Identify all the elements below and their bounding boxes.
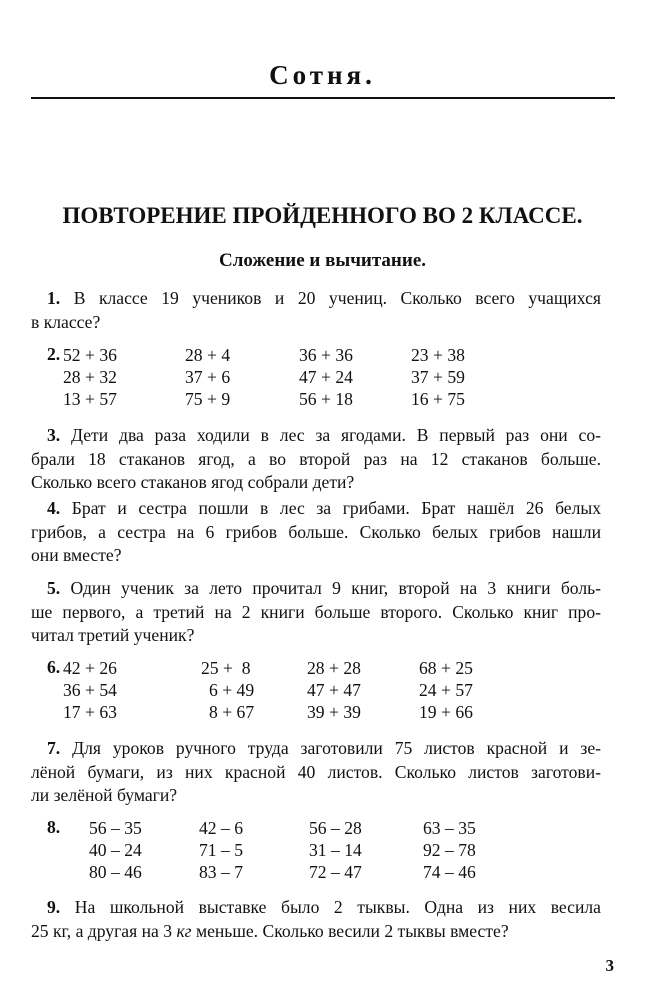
problem-line: брали 18 стаканов ягод, а во второй раз на 12 стаканов больше.: [31, 448, 601, 469]
problem-line: [31, 896, 601, 920]
expression: 56 – 28: [309, 818, 362, 838]
problem-number: 9.: [47, 897, 61, 917]
expression: 42 + 26: [63, 658, 117, 678]
expression: 92 – 78: [423, 840, 476, 860]
problem-text: На школьной выставке было 2 тыквы. Одна из них весила: [74, 897, 601, 917]
problem-number: 7.: [47, 738, 61, 758]
problem-line: [31, 497, 601, 521]
exercise-number: 8.: [47, 817, 61, 837]
problem-line: [31, 287, 601, 311]
problem-text: Для уроков ручного труда заготовили 75 листов красной и зе-: [72, 738, 602, 758]
problem-line: Сколько всего стаканов ягод собрали дети?: [31, 472, 355, 492]
problem-line: ли зелёной бумаги?: [31, 785, 178, 805]
problem-number: 1.: [47, 288, 61, 308]
expression: 28 + 32: [63, 367, 117, 387]
expression: 28 + 4: [185, 345, 231, 365]
expression: 72 – 47: [309, 862, 362, 882]
expression: 68 + 25: [419, 658, 473, 678]
expression: 28 + 28: [307, 658, 361, 678]
section-title: ПОВТОРЕНИЕ ПРОЙДЕННОГО ВО 2 КЛАССЕ.: [62, 203, 583, 228]
exercise-number: 6.: [47, 657, 61, 677]
expression: 13 + 57: [63, 389, 117, 409]
expression: 74 – 46: [423, 862, 476, 882]
expression: 23 + 38: [411, 345, 465, 365]
problem-number: 4.: [47, 498, 61, 518]
expression: 37 + 6: [185, 367, 231, 387]
expression: 8 + 67: [209, 702, 255, 722]
expression: 40 – 24: [89, 840, 142, 860]
expression: 80 – 46: [89, 862, 142, 882]
expression: 19 + 66: [419, 702, 473, 722]
expression: 36 + 54: [63, 680, 117, 700]
problem-7: [31, 737, 601, 808]
expression: 47 + 47: [307, 680, 361, 700]
problem-text: Дети два раза ходили в лес за ягодами. В первый раз они со-: [71, 425, 601, 445]
problem-text: Брат и сестра пошли в лес за грибами. Брат нашёл 26 белых: [71, 498, 601, 518]
problem-line: они вместе?: [31, 545, 122, 565]
expression: 71 – 5: [199, 840, 243, 860]
expression: 75 + 9: [185, 389, 231, 409]
problem-line: [31, 737, 601, 761]
expression: 36 + 36: [299, 345, 353, 365]
problem-line: грибов, а сестра на 6 грибов больше. Сколько белых грибов нашли: [31, 521, 601, 542]
exercise-number: 2.: [47, 344, 61, 364]
expression: 47 + 24: [299, 367, 353, 387]
expression: 6 + 49: [209, 680, 255, 700]
problem-line: читал третий ученик?: [31, 625, 195, 645]
problem-line: лёной бумаги, из них красной 40 листов. Сколько листов заготови-: [31, 761, 601, 782]
problem-3: [31, 424, 601, 495]
expression: 25 + 8: [201, 658, 251, 678]
subsection-title: Сложение и вычитание.: [218, 250, 427, 271]
problem-line: [31, 920, 601, 944]
expression: 83 – 7: [199, 862, 243, 882]
page-title: Сотня.: [269, 60, 376, 90]
problem-number: 5.: [47, 578, 61, 598]
problem-line: [31, 577, 601, 601]
problem-line: ше первого, а третий на 2 книги больше второго. Сколько книг про-: [31, 601, 601, 622]
expression: 39 + 39: [307, 702, 361, 722]
problem-1: [31, 287, 601, 334]
problem-9: [31, 896, 601, 943]
problem-line: [31, 424, 601, 448]
expression: 56 + 18: [299, 389, 353, 409]
problem-text: Один ученик за лето прочитал 9 книг, второй на 3 книги боль-: [70, 578, 601, 598]
expression: 24 + 57: [419, 680, 473, 700]
expression: 52 + 36: [63, 345, 117, 365]
unit-kg: кг: [176, 920, 192, 941]
expression: 37 + 59: [411, 367, 465, 387]
page-number: 3: [605, 956, 614, 975]
problem-4: [31, 497, 601, 568]
expression: 31 – 14: [309, 840, 362, 860]
expression: 56 – 35: [89, 818, 142, 838]
expression: 42 – 6: [199, 818, 243, 838]
expression: 16 + 75: [411, 389, 465, 409]
problem-text: В классе 19 учеников и 20 учениц. Сколько всего учащихся: [73, 288, 601, 308]
problem-line: в классе?: [31, 311, 101, 332]
problem-text: меньше. Сколько весили 2 тыквы вместе?: [191, 920, 509, 941]
problem-5: [31, 577, 601, 648]
problem-text: 25 кг, а другая на 3: [31, 920, 177, 941]
expression: 63 – 35: [423, 818, 476, 838]
problem-number: 3.: [47, 425, 61, 445]
title-underline: [31, 97, 615, 99]
expression: 17 + 63: [63, 702, 117, 722]
